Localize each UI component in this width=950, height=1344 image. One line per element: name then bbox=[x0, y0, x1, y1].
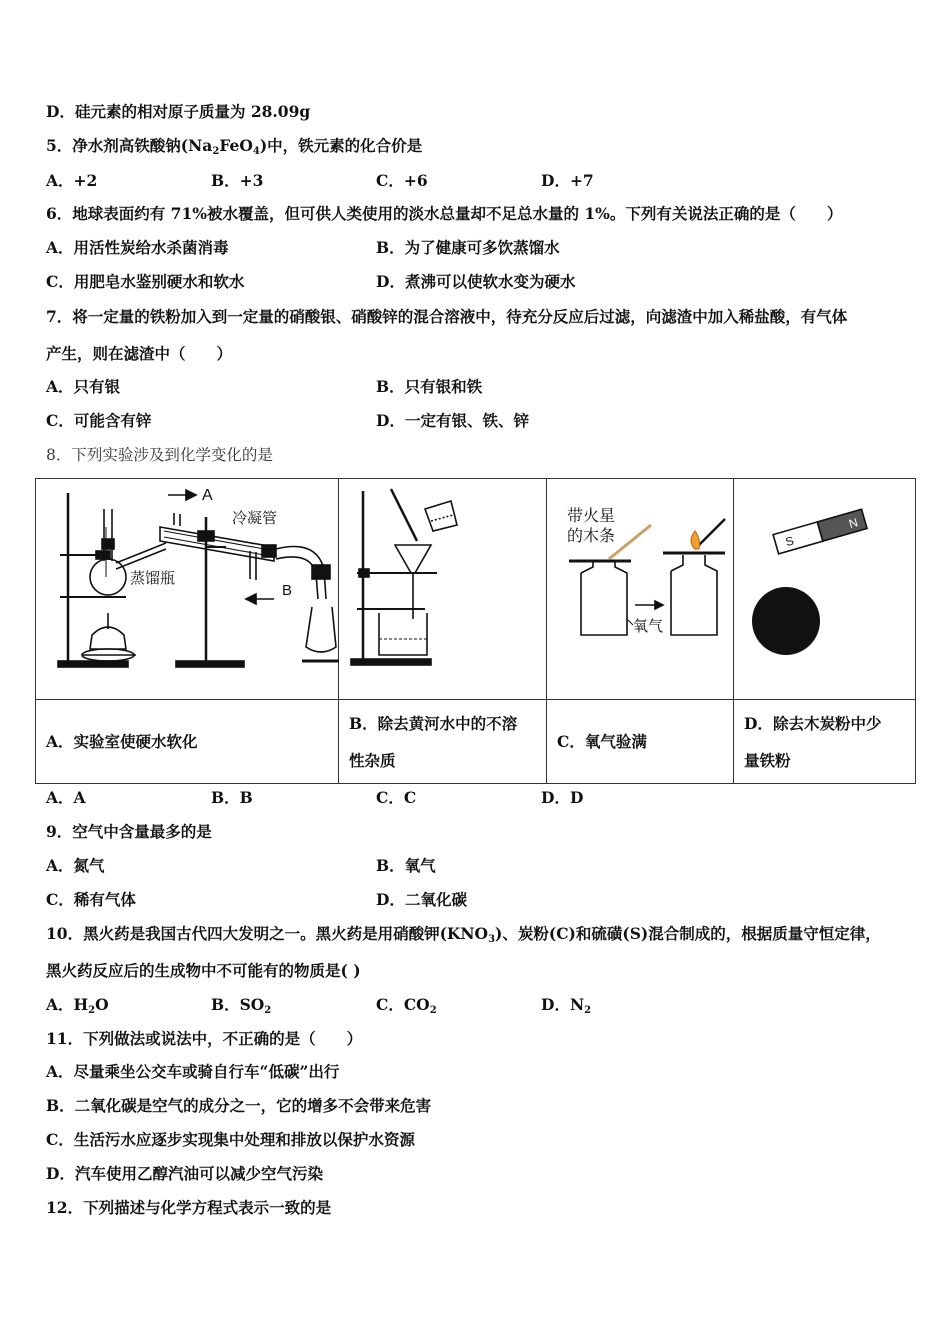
q6-option-a: A．用活性炭给水杀菌消毒 bbox=[46, 238, 229, 257]
figure-a-cell bbox=[36, 479, 339, 700]
flame-icon bbox=[691, 531, 700, 549]
q6-row2 bbox=[46, 272, 906, 292]
q9-option-a: A．氮气 bbox=[46, 856, 105, 875]
q7-row2 bbox=[46, 411, 906, 431]
q4-option-d: D．硅元素的相对原子质量为 28.09g bbox=[46, 102, 311, 121]
q11-option-c: C．生活污水应逐步实现集中处理和排放以保护水资源 bbox=[46, 1130, 415, 1149]
q9-option-b: B．氧气 bbox=[376, 856, 436, 875]
figure-b-cell bbox=[339, 479, 547, 700]
q5-options bbox=[46, 171, 906, 191]
label-oxygen: 氧气 bbox=[633, 617, 664, 635]
q6-option-b: B．为了健康可多饮蒸馏水 bbox=[376, 238, 560, 257]
q11-option-a: A．尽量乘坐公交车或骑自行车“低碳”出行 bbox=[46, 1062, 340, 1081]
filtration-apparatus-figure bbox=[339, 479, 547, 699]
q7-stem-line1: 7．将一定量的铁粉加入到一定量的硝酸银、硝酸锌的混合溶液中，待充分反应后过滤，向滤渣中加入稀盐酸，有气体 bbox=[46, 307, 848, 326]
q12-stem: 12．下列描述与化学方程式表示一致的是 bbox=[46, 1198, 332, 1217]
q10-stem-line1: 10．黑火药是我国古代四大发明之一。黑火药是用硝酸钾$(KNO_3)$、炭粉(C)和硫磺(S)混合制成的，根据质量守恒定律， bbox=[46, 924, 881, 945]
q8-option-c: C．C bbox=[376, 788, 417, 807]
magnet-n-label: N bbox=[847, 515, 860, 531]
q10-option-b: B．$SO_2$ bbox=[211, 995, 272, 1016]
q8-options bbox=[46, 788, 906, 808]
q7-option-d: D．一定有银、铁、锌 bbox=[376, 411, 529, 430]
q9-option-c: C．稀有气体 bbox=[46, 890, 136, 909]
magnet-separation-figure bbox=[734, 479, 916, 699]
distillation-apparatus-figure bbox=[36, 479, 339, 699]
q8-stem: 8．下列实验涉及到化学变化的是 bbox=[46, 446, 273, 464]
label-arrow-b: B bbox=[282, 582, 293, 599]
oxygen-test-figure bbox=[547, 479, 734, 699]
q5-stem: 5．净水剂高铁酸钠$(Na_2FeO_4)$中，铁元素的化合价是 bbox=[46, 136, 423, 157]
q9-option-d: D．二氧化碳 bbox=[376, 890, 467, 909]
q7-option-c: C．可能含有锌 bbox=[46, 411, 152, 430]
q5-option-d: D．+7 bbox=[541, 171, 594, 190]
magnet-s-label: S bbox=[783, 533, 796, 550]
q9-row2 bbox=[46, 890, 906, 910]
q9-stem: 9．空气中含量最多的是 bbox=[46, 822, 212, 841]
label-splint-line2: 的木条 bbox=[567, 526, 616, 545]
q6-option-c: C．用肥皂水鉴别硬水和软水 bbox=[46, 272, 245, 291]
q6-option-d: D．煮沸可以使软水变为硬水 bbox=[376, 272, 576, 291]
q7-row1 bbox=[46, 377, 906, 397]
q9-row1 bbox=[46, 856, 906, 876]
q10-options bbox=[46, 995, 906, 1015]
q11-option-d: D．汽车使用乙醇汽油可以减少空气污染 bbox=[46, 1164, 323, 1183]
label-splint-line1: 带火星 bbox=[567, 506, 616, 525]
charcoal-powder bbox=[752, 587, 820, 655]
q8-option-a: A．A bbox=[46, 788, 86, 807]
q6-stem: 6．地球表面约有 71%被水覆盖，但可供人类使用的淡水总量却不足总水量的 1%。下列有关说法正确的是（ ） bbox=[46, 204, 843, 223]
label-flask: 蒸馏瓶 bbox=[130, 569, 176, 587]
q10-option-d: D．$N_2$ bbox=[541, 995, 592, 1016]
q5-option-b: B．+3 bbox=[211, 171, 264, 190]
q6-row1 bbox=[46, 238, 906, 258]
q5-option-c: C．+6 bbox=[376, 171, 428, 190]
q8-option-d: D．D bbox=[541, 788, 584, 807]
q7-option-a: A．只有银 bbox=[46, 377, 121, 396]
label-condenser: 冷凝管 bbox=[232, 509, 278, 527]
q8-experiment-table bbox=[35, 478, 916, 784]
label-arrow-a: A bbox=[202, 487, 213, 504]
caption-a: A．实验室使硬水软化 bbox=[36, 700, 339, 784]
q7-stem-line2: 产生，则在滤渣中（ ） bbox=[46, 344, 233, 363]
caption-b: B．除去黄河水中的不溶 性杂质 bbox=[339, 700, 547, 784]
q10-stem-line2: 黑火药反应后的生成物中不可能有的物质是( ) bbox=[46, 961, 361, 980]
q11-stem: 11．下列做法或说法中，不正确的是（ ） bbox=[46, 1029, 363, 1048]
q8-option-b: B．B bbox=[211, 788, 253, 807]
q11-option-b: B．二氧化碳是空气的成分之一，它的增多不会带来危害 bbox=[46, 1096, 432, 1115]
caption-c: C．氧气验满 bbox=[547, 700, 734, 784]
q10-option-c: C．$CO_2$ bbox=[376, 995, 437, 1016]
q7-option-b: B．只有银和铁 bbox=[376, 377, 483, 396]
q5-option-a: A．+2 bbox=[46, 171, 98, 190]
figure-d-cell bbox=[734, 479, 916, 700]
caption-d: D．除去木炭粉中少 量铁粉 bbox=[734, 700, 916, 784]
q10-option-a: A．$H_2O$ bbox=[46, 995, 109, 1016]
figure-c-cell bbox=[547, 479, 734, 700]
